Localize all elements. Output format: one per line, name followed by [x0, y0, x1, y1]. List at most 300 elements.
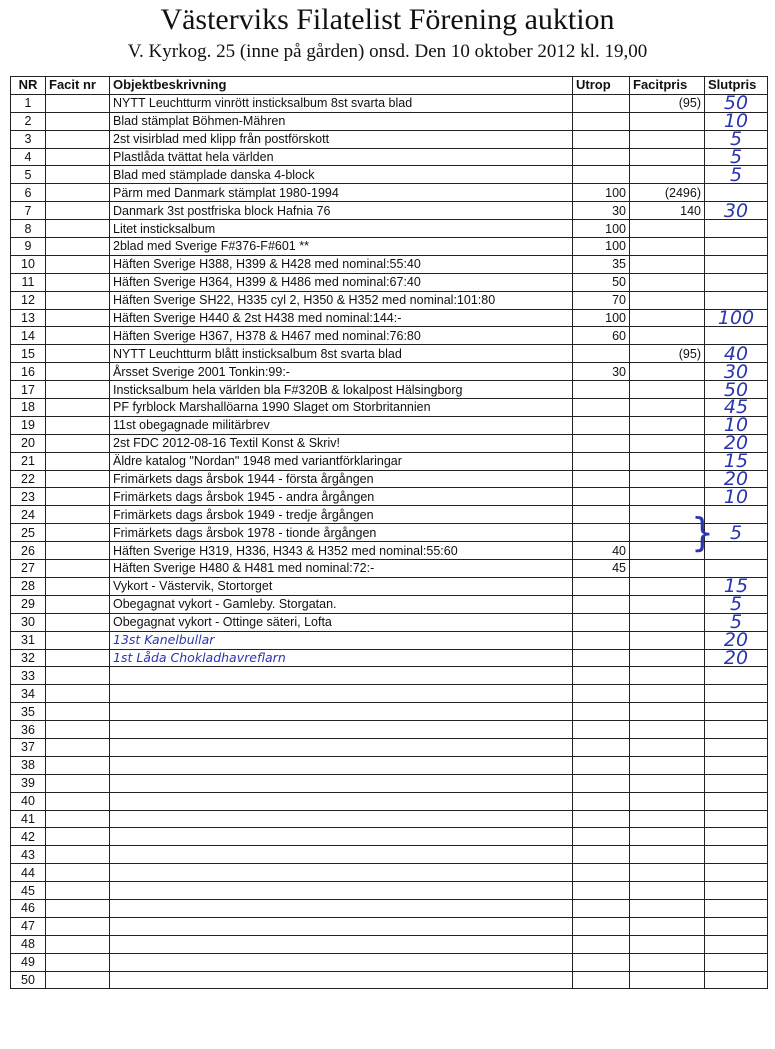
cell-facitpris	[630, 935, 705, 953]
cell-slutpris: 20	[705, 434, 768, 452]
cell-utrop	[573, 935, 630, 953]
cell-facitpris: (95)	[630, 94, 705, 112]
cell-facit-nr	[46, 470, 110, 488]
cell-facit-nr	[46, 774, 110, 792]
cell-facitpris	[630, 220, 705, 238]
cell-nr: 26	[11, 542, 46, 560]
cell-nr: 9	[11, 238, 46, 256]
cell-utrop	[573, 667, 630, 685]
table-row	[11, 434, 768, 452]
cell-slutpris: 15	[705, 452, 768, 470]
cell-utrop	[573, 399, 630, 417]
cell-nr: 42	[11, 828, 46, 846]
table-row	[11, 399, 768, 417]
cell-facit-nr	[46, 631, 110, 649]
table-row	[11, 810, 768, 828]
cell-nr: 27	[11, 560, 46, 578]
cell-description	[110, 667, 573, 685]
cell-facit-nr	[46, 971, 110, 989]
cell-description: Häften Sverige H367, H378 & H467 med nominal:76:80	[110, 327, 573, 345]
table-row	[11, 971, 768, 989]
cell-slutpris: 20	[705, 649, 768, 667]
cell-facitpris	[630, 649, 705, 667]
cell-facit-nr	[46, 721, 110, 739]
cell-slutpris	[705, 685, 768, 703]
cell-facitpris	[630, 899, 705, 917]
cell-facitpris: (2496)	[630, 184, 705, 202]
cell-facit-nr	[46, 130, 110, 148]
cell-description: Häften Sverige H440 & 2st H438 med nominal:144:-	[110, 309, 573, 327]
cell-utrop: 60	[573, 327, 630, 345]
table-row	[11, 327, 768, 345]
table-row	[11, 738, 768, 756]
cell-utrop	[573, 971, 630, 989]
cell-slutpris	[705, 828, 768, 846]
cell-facit-nr	[46, 756, 110, 774]
cell-utrop	[573, 416, 630, 434]
cell-description	[110, 756, 573, 774]
cell-facit-nr	[46, 649, 110, 667]
cell-slutpris	[705, 917, 768, 935]
cell-utrop	[573, 434, 630, 452]
cell-slutpris: 10	[705, 488, 768, 506]
table-row	[11, 613, 768, 631]
cell-facitpris	[630, 613, 705, 631]
cell-description: Häften Sverige SH22, H335 cyl 2, H350 & H352 med nominal:101:80	[110, 291, 573, 309]
cell-description: 11st obegagnade militärbrev	[110, 416, 573, 434]
table-row	[11, 595, 768, 613]
table-row	[11, 452, 768, 470]
cell-description: Blad med stämplade danska 4-block	[110, 166, 573, 184]
cell-slutpris: 20	[705, 631, 768, 649]
document-subtitle: V. Kyrkog. 25 (inne på gården) onsd. Den 10 oktober 2012 kl. 19,00	[127, 41, 648, 62]
cell-nr: 28	[11, 577, 46, 595]
cell-nr: 33	[11, 667, 46, 685]
cell-facitpris	[630, 327, 705, 345]
cell-facit-nr	[46, 595, 110, 613]
cell-description: Frimärkets dags årsbok 1978 - tionde årgången	[110, 524, 573, 542]
cell-facitpris	[630, 846, 705, 864]
cell-nr: 48	[11, 935, 46, 953]
cell-utrop	[573, 756, 630, 774]
cell-nr: 6	[11, 184, 46, 202]
cell-description: Frimärkets dags årsbok 1945 - andra årgången	[110, 488, 573, 506]
cell-slutpris	[705, 721, 768, 739]
cell-facitpris	[630, 130, 705, 148]
cell-nr: 7	[11, 202, 46, 220]
table-row	[11, 506, 768, 524]
cell-description	[110, 953, 573, 971]
bracket-mark: }	[691, 510, 714, 556]
cell-slutpris: 5	[705, 130, 768, 148]
cell-nr: 40	[11, 792, 46, 810]
table-row	[11, 542, 768, 560]
cell-facitpris	[630, 953, 705, 971]
cell-facitpris	[630, 703, 705, 721]
cell-utrop	[573, 810, 630, 828]
cell-facitpris	[630, 452, 705, 470]
cell-facitpris	[630, 112, 705, 130]
cell-description	[110, 971, 573, 989]
cell-facit-nr	[46, 434, 110, 452]
cell-utrop	[573, 953, 630, 971]
cell-slutpris	[705, 220, 768, 238]
cell-facitpris	[630, 273, 705, 291]
cell-facit-nr	[46, 112, 110, 130]
table-row	[11, 935, 768, 953]
table-row	[11, 524, 768, 542]
cell-facit-nr	[46, 506, 110, 524]
cell-utrop	[573, 381, 630, 399]
cell-facitpris: (95)	[630, 345, 705, 363]
cell-slutpris: 15	[705, 577, 768, 595]
cell-slutpris	[705, 846, 768, 864]
cell-facit-nr	[46, 255, 110, 273]
cell-facitpris	[630, 738, 705, 756]
cell-utrop: 35	[573, 255, 630, 273]
cell-description	[110, 685, 573, 703]
cell-utrop	[573, 488, 630, 506]
cell-slutpris: 20	[705, 470, 768, 488]
cell-facitpris	[630, 238, 705, 256]
cell-slutpris: 10	[705, 112, 768, 130]
cell-description: Vykort - Västervik, Stortorget	[110, 577, 573, 595]
table-row	[11, 166, 768, 184]
cell-nr: 50	[11, 971, 46, 989]
table-row	[11, 649, 768, 667]
cell-facit-nr	[46, 899, 110, 917]
cell-slutpris: 5	[705, 148, 768, 166]
cell-facitpris	[630, 470, 705, 488]
auction-table-header	[11, 77, 768, 95]
cell-utrop	[573, 828, 630, 846]
cell-description: 2st visirblad med klipp från postförskott	[110, 130, 573, 148]
cell-facitpris	[630, 756, 705, 774]
header-nr: NR	[11, 77, 46, 95]
cell-description	[110, 899, 573, 917]
cell-facitpris	[630, 381, 705, 399]
cell-description: Insticksalbum hela världen bla F#320B & lokalpost Hälsingborg	[110, 381, 573, 399]
cell-description	[110, 864, 573, 882]
cell-utrop	[573, 631, 630, 649]
cell-nr: 24	[11, 506, 46, 524]
header-description: Objektbeskrivning	[110, 77, 573, 95]
table-row	[11, 148, 768, 166]
cell-facitpris	[630, 721, 705, 739]
cell-description: 2blad med Sverige F#376-F#601 **	[110, 238, 573, 256]
cell-utrop	[573, 470, 630, 488]
cell-facitpris: 140	[630, 202, 705, 220]
cell-facit-nr	[46, 488, 110, 506]
table-row	[11, 846, 768, 864]
table-row	[11, 381, 768, 399]
cell-description: Häften Sverige H319, H336, H343 & H352 med nominal:55:60	[110, 542, 573, 560]
cell-utrop	[573, 721, 630, 739]
cell-facit-nr	[46, 345, 110, 363]
cell-slutpris: 5	[705, 166, 768, 184]
cell-utrop: 50	[573, 273, 630, 291]
cell-utrop: 30	[573, 202, 630, 220]
cell-slutpris: 30	[705, 363, 768, 381]
cell-facitpris	[630, 291, 705, 309]
cell-facit-nr	[46, 399, 110, 417]
cell-facitpris	[630, 255, 705, 273]
cell-utrop	[573, 130, 630, 148]
cell-description	[110, 792, 573, 810]
cell-description: Danmark 3st postfriska block Hafnia 76	[110, 202, 573, 220]
cell-utrop	[573, 899, 630, 917]
cell-facit-nr	[46, 148, 110, 166]
cell-slutpris: 40	[705, 345, 768, 363]
table-row	[11, 685, 768, 703]
cell-nr: 5	[11, 166, 46, 184]
cell-facit-nr	[46, 524, 110, 542]
cell-facitpris	[630, 685, 705, 703]
cell-nr: 3	[11, 130, 46, 148]
cell-nr: 36	[11, 721, 46, 739]
cell-description: Obegagnat vykort - Ottinge säteri, Lofta	[110, 613, 573, 631]
cell-description	[110, 917, 573, 935]
cell-description: Häften Sverige H364, H399 & H486 med nominal:67:40	[110, 273, 573, 291]
table-row	[11, 756, 768, 774]
cell-facitpris	[630, 667, 705, 685]
cell-nr: 39	[11, 774, 46, 792]
table-row	[11, 94, 768, 112]
table-row	[11, 631, 768, 649]
cell-nr: 15	[11, 345, 46, 363]
cell-nr: 47	[11, 917, 46, 935]
cell-description: 13st Kanelbullar	[110, 631, 573, 649]
cell-facitpris	[630, 363, 705, 381]
table-row	[11, 899, 768, 917]
cell-facitpris	[630, 148, 705, 166]
cell-slutpris	[705, 792, 768, 810]
cell-slutpris	[705, 738, 768, 756]
cell-facit-nr	[46, 309, 110, 327]
cell-nr: 46	[11, 899, 46, 917]
table-row	[11, 560, 768, 578]
table-row	[11, 488, 768, 506]
table-row	[11, 309, 768, 327]
header-row	[11, 77, 768, 95]
cell-slutpris: 50	[705, 94, 768, 112]
cell-slutpris	[705, 882, 768, 900]
table-row	[11, 792, 768, 810]
cell-nr: 25	[11, 524, 46, 542]
cell-slutpris: 45	[705, 399, 768, 417]
cell-nr: 31	[11, 631, 46, 649]
cell-nr: 49	[11, 953, 46, 971]
cell-facit-nr	[46, 166, 110, 184]
cell-slutpris	[705, 810, 768, 828]
auction-table-body	[11, 94, 768, 989]
cell-facit-nr	[46, 864, 110, 882]
cell-facit-nr	[46, 935, 110, 953]
cell-slutpris: 30	[705, 202, 768, 220]
cell-facit-nr	[46, 363, 110, 381]
cell-utrop	[573, 166, 630, 184]
cell-facit-nr	[46, 685, 110, 703]
cell-slutpris	[705, 864, 768, 882]
cell-description	[110, 828, 573, 846]
header-facit-nr: Facit nr	[46, 77, 110, 95]
cell-utrop: 45	[573, 560, 630, 578]
cell-facitpris	[630, 560, 705, 578]
table-row	[11, 363, 768, 381]
cell-facit-nr	[46, 882, 110, 900]
cell-facit-nr	[46, 828, 110, 846]
cell-slutpris	[705, 667, 768, 685]
cell-nr: 20	[11, 434, 46, 452]
table-row	[11, 864, 768, 882]
cell-description: Plastlåda tvättat hela världen	[110, 148, 573, 166]
cell-facit-nr	[46, 810, 110, 828]
cell-nr: 34	[11, 685, 46, 703]
cell-facit-nr	[46, 560, 110, 578]
cell-nr: 19	[11, 416, 46, 434]
cell-utrop	[573, 649, 630, 667]
cell-utrop: 100	[573, 238, 630, 256]
cell-utrop	[573, 595, 630, 613]
cell-nr: 10	[11, 255, 46, 273]
cell-utrop: 70	[573, 291, 630, 309]
table-row	[11, 774, 768, 792]
table-row	[11, 273, 768, 291]
cell-utrop	[573, 94, 630, 112]
cell-description: Frimärkets dags årsbok 1944 - första årgången	[110, 470, 573, 488]
cell-slutpris: 100	[705, 309, 768, 327]
auction-table	[10, 76, 768, 989]
cell-facitpris	[630, 864, 705, 882]
cell-description	[110, 703, 573, 721]
cell-utrop: 100	[573, 184, 630, 202]
table-row	[11, 184, 768, 202]
table-row	[11, 112, 768, 130]
table-row	[11, 291, 768, 309]
cell-facit-nr	[46, 846, 110, 864]
cell-facitpris	[630, 828, 705, 846]
cell-facitpris	[630, 595, 705, 613]
cell-description: 2st FDC 2012-08-16 Textil Konst & Skriv!	[110, 434, 573, 452]
table-row	[11, 130, 768, 148]
cell-facit-nr	[46, 273, 110, 291]
cell-description	[110, 882, 573, 900]
cell-description: Häften Sverige H480 & H481 med nominal:72:-	[110, 560, 573, 578]
cell-utrop: 100	[573, 220, 630, 238]
cell-utrop	[573, 917, 630, 935]
cell-facit-nr	[46, 703, 110, 721]
cell-facit-nr	[46, 220, 110, 238]
cell-facit-nr	[46, 184, 110, 202]
table-row	[11, 882, 768, 900]
cell-nr: 16	[11, 363, 46, 381]
cell-facit-nr	[46, 613, 110, 631]
header-facitpris: Facitpris	[630, 77, 705, 95]
cell-utrop	[573, 506, 630, 524]
cell-facit-nr	[46, 94, 110, 112]
table-row	[11, 220, 768, 238]
cell-nr: 13	[11, 309, 46, 327]
cell-facitpris	[630, 917, 705, 935]
cell-nr: 14	[11, 327, 46, 345]
cell-nr: 18	[11, 399, 46, 417]
cell-utrop	[573, 112, 630, 130]
cell-facitpris	[630, 577, 705, 595]
cell-nr: 8	[11, 220, 46, 238]
cell-facit-nr	[46, 381, 110, 399]
document-title: Västerviks Filatelist Förening auktion	[160, 3, 615, 36]
cell-description: Häften Sverige H388, H399 & H428 med nominal:55:40	[110, 255, 573, 273]
cell-slutpris	[705, 255, 768, 273]
table-row	[11, 577, 768, 595]
table-row	[11, 721, 768, 739]
cell-nr: 38	[11, 756, 46, 774]
cell-description: NYTT Leuchtturm blått insticksalbum 8st svarta blad	[110, 345, 573, 363]
cell-description	[110, 774, 573, 792]
cell-description: 1st Låda Chokladhavreflarn	[110, 649, 573, 667]
cell-utrop	[573, 452, 630, 470]
cell-description: Frimärkets dags årsbok 1949 - tredje årgången	[110, 506, 573, 524]
cell-nr: 4	[11, 148, 46, 166]
cell-slutpris: 50	[705, 381, 768, 399]
cell-description: Äldre katalog "Nordan" 1948 med variantförklaringar	[110, 452, 573, 470]
table-row	[11, 917, 768, 935]
table-row	[11, 703, 768, 721]
cell-facit-nr	[46, 738, 110, 756]
cell-facit-nr	[46, 917, 110, 935]
table-row	[11, 255, 768, 273]
cell-utrop: 100	[573, 309, 630, 327]
cell-description	[110, 935, 573, 953]
cell-nr: 41	[11, 810, 46, 828]
cell-nr: 23	[11, 488, 46, 506]
cell-slutpris: 5	[705, 524, 768, 542]
cell-description: Blad stämplat Böhmen-Mähren	[110, 112, 573, 130]
cell-slutpris: 5	[705, 595, 768, 613]
cell-nr: 30	[11, 613, 46, 631]
table-row	[11, 345, 768, 363]
cell-nr: 45	[11, 882, 46, 900]
cell-slutpris	[705, 935, 768, 953]
cell-utrop	[573, 864, 630, 882]
cell-facit-nr	[46, 202, 110, 220]
cell-utrop	[573, 703, 630, 721]
cell-facitpris	[630, 774, 705, 792]
cell-utrop	[573, 792, 630, 810]
cell-utrop	[573, 846, 630, 864]
cell-nr: 2	[11, 112, 46, 130]
cell-facitpris	[630, 488, 705, 506]
cell-description	[110, 738, 573, 756]
cell-slutpris	[705, 774, 768, 792]
cell-slutpris	[705, 703, 768, 721]
cell-facit-nr	[46, 792, 110, 810]
cell-facit-nr	[46, 577, 110, 595]
cell-nr: 43	[11, 846, 46, 864]
cell-description	[110, 846, 573, 864]
cell-utrop	[573, 613, 630, 631]
header-utrop: Utrop	[573, 77, 630, 95]
cell-facitpris	[630, 882, 705, 900]
cell-nr: 21	[11, 452, 46, 470]
cell-description: PF fyrblock Marshallöarna 1990 Slaget om Storbritannien	[110, 399, 573, 417]
cell-facitpris	[630, 434, 705, 452]
cell-facitpris	[630, 810, 705, 828]
cell-facit-nr	[46, 238, 110, 256]
cell-nr: 29	[11, 595, 46, 613]
cell-slutpris	[705, 273, 768, 291]
cell-utrop	[573, 345, 630, 363]
